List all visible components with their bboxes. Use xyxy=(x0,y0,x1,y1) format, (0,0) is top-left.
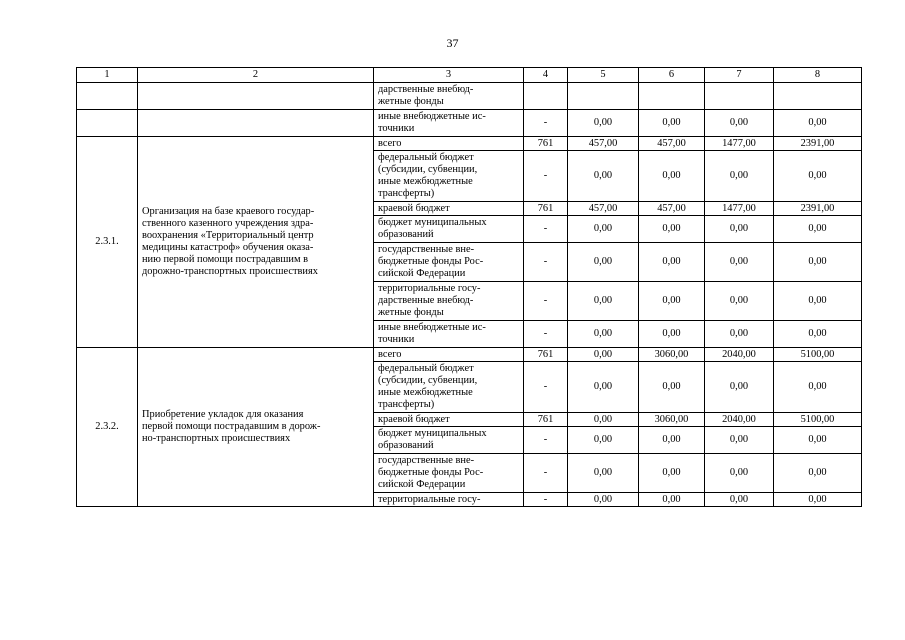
header-row xyxy=(77,68,862,83)
funding-source: федеральный бюджет (субсидии, субвенции, иные межбюджетные трансферты) xyxy=(374,362,524,413)
cell-value: 2040,00 xyxy=(705,348,774,362)
funding-source: всего xyxy=(374,137,524,151)
table-body xyxy=(77,83,862,507)
cell-code-761: - xyxy=(524,243,568,282)
cell-value: 457,00 xyxy=(568,202,639,216)
cell-value: 0,00 xyxy=(774,493,862,507)
cell-value: 457,00 xyxy=(639,202,705,216)
cell-value: 5100,00 xyxy=(774,348,862,362)
cell-value: 0,00 xyxy=(639,243,705,282)
funding-source: иные внебюджетные ис- точники xyxy=(374,110,524,137)
table-row xyxy=(77,110,862,137)
cell-value: 3060,00 xyxy=(639,413,705,427)
funding-source: краевой бюджет xyxy=(374,413,524,427)
cell-value: 0,00 xyxy=(705,454,774,493)
cell-value: 0,00 xyxy=(705,110,774,137)
cell-value xyxy=(705,83,774,110)
page-number: 37 xyxy=(446,36,459,50)
funding-source: федеральный бюджет (субсидии, субвенции, иные межбюджетные трансферты) xyxy=(374,151,524,202)
cell-value: 0,00 xyxy=(568,151,639,202)
cell-value: 0,00 xyxy=(568,454,639,493)
cell-value: 0,00 xyxy=(774,362,862,413)
cell-value: 2391,00 xyxy=(774,137,862,151)
cell-value: 1477,00 xyxy=(705,137,774,151)
cell-value: 0,00 xyxy=(705,151,774,202)
cell-code-761: 761 xyxy=(524,137,568,151)
cell-code-761: 761 xyxy=(524,413,568,427)
cell-value: 457,00 xyxy=(639,137,705,151)
column-header: 2 xyxy=(138,68,374,83)
item-name: Приобретение укладок для оказания первой помощи пострадавшим в дорож- но-транспортных происшествиях xyxy=(138,348,374,507)
cell-value: 0,00 xyxy=(705,493,774,507)
cell-value: 0,00 xyxy=(568,110,639,137)
cell-value: 0,00 xyxy=(568,282,639,321)
cell-code-761: - xyxy=(524,427,568,454)
cell-value xyxy=(774,83,862,110)
cell-value: 0,00 xyxy=(774,454,862,493)
funding-source: бюджет муниципальных образований xyxy=(374,216,524,243)
cell-value: 0,00 xyxy=(774,321,862,348)
cell-value: 0,00 xyxy=(639,454,705,493)
cell-code-761: 761 xyxy=(524,348,568,362)
cell-value: 0,00 xyxy=(774,282,862,321)
cell-value: 457,00 xyxy=(568,137,639,151)
funding-source: территориальные госу- xyxy=(374,493,524,507)
cell-code-761: - xyxy=(524,321,568,348)
cell-code-761 xyxy=(524,83,568,110)
column-header: 4 xyxy=(524,68,568,83)
cell-value: 0,00 xyxy=(774,110,862,137)
column-header: 5 xyxy=(568,68,639,83)
funding-source: государственные вне- бюджетные фонды Рос- сийской Федерации xyxy=(374,454,524,493)
funding-source: иные внебюджетные ис- точники xyxy=(374,321,524,348)
cell-value: 0,00 xyxy=(639,151,705,202)
item-code xyxy=(77,83,138,110)
item-name xyxy=(138,110,374,137)
cell-value: 0,00 xyxy=(639,321,705,348)
cell-value: 0,00 xyxy=(639,282,705,321)
item-name: Организация на базе краевого государ- ственного казенного учреждения здра- воохранения «Территориальный центр медицины катастроф» обучения оказа- нию первой помощи пострадавшим в дорожно-транспортных происшествиях xyxy=(138,137,374,348)
cell-value: 0,00 xyxy=(774,243,862,282)
cell-value: 0,00 xyxy=(568,493,639,507)
cell-code-761: - xyxy=(524,110,568,137)
cell-value: 0,00 xyxy=(639,493,705,507)
cell-value: 0,00 xyxy=(568,348,639,362)
cell-value: 5100,00 xyxy=(774,413,862,427)
cell-value: 0,00 xyxy=(568,243,639,282)
cell-code-761: - xyxy=(524,493,568,507)
table-row xyxy=(77,348,862,362)
table-row xyxy=(77,83,862,110)
funding-source: территориальные госу- дарственные внебюд- жетные фонды xyxy=(374,282,524,321)
table-row xyxy=(77,137,862,151)
cell-value: 0,00 xyxy=(705,282,774,321)
funding-source: дарственные внебюд- жетные фонды xyxy=(374,83,524,110)
cell-value: 2391,00 xyxy=(774,202,862,216)
funding-source: государственные вне- бюджетные фонды Рос- сийской Федерации xyxy=(374,243,524,282)
funding-source: бюджет муниципальных образований xyxy=(374,427,524,454)
funding-source: краевой бюджет xyxy=(374,202,524,216)
cell-value: 0,00 xyxy=(568,321,639,348)
item-code: 2.3.1. xyxy=(77,137,138,348)
cell-value xyxy=(568,83,639,110)
budget-table xyxy=(76,67,862,507)
funding-source: всего xyxy=(374,348,524,362)
item-code: 2.3.2. xyxy=(77,348,138,507)
cell-code-761: 761 xyxy=(524,202,568,216)
item-code xyxy=(77,110,138,137)
cell-value: 0,00 xyxy=(774,427,862,454)
cell-value xyxy=(639,83,705,110)
column-header: 8 xyxy=(774,68,862,83)
cell-value: 0,00 xyxy=(774,216,862,243)
cell-value: 0,00 xyxy=(639,110,705,137)
cell-value: 0,00 xyxy=(705,243,774,282)
cell-value: 0,00 xyxy=(568,216,639,243)
cell-value: 0,00 xyxy=(568,362,639,413)
cell-code-761: - xyxy=(524,454,568,493)
cell-value: 0,00 xyxy=(705,427,774,454)
cell-value: 0,00 xyxy=(639,427,705,454)
cell-value: 0,00 xyxy=(639,362,705,413)
cell-value: 0,00 xyxy=(568,413,639,427)
cell-code-761: - xyxy=(524,216,568,243)
column-header: 1 xyxy=(77,68,138,83)
item-name xyxy=(138,83,374,110)
cell-code-761: - xyxy=(524,151,568,202)
column-header: 7 xyxy=(705,68,774,83)
cell-code-761: - xyxy=(524,362,568,413)
cell-value: 1477,00 xyxy=(705,202,774,216)
cell-value: 0,00 xyxy=(705,321,774,348)
cell-value: 0,00 xyxy=(639,216,705,243)
cell-value: 0,00 xyxy=(774,151,862,202)
cell-value: 0,00 xyxy=(705,216,774,243)
cell-value: 2040,00 xyxy=(705,413,774,427)
cell-value: 0,00 xyxy=(705,362,774,413)
cell-value: 0,00 xyxy=(568,427,639,454)
cell-value: 3060,00 xyxy=(639,348,705,362)
column-header: 6 xyxy=(639,68,705,83)
cell-code-761: - xyxy=(524,282,568,321)
column-header: 3 xyxy=(374,68,524,83)
